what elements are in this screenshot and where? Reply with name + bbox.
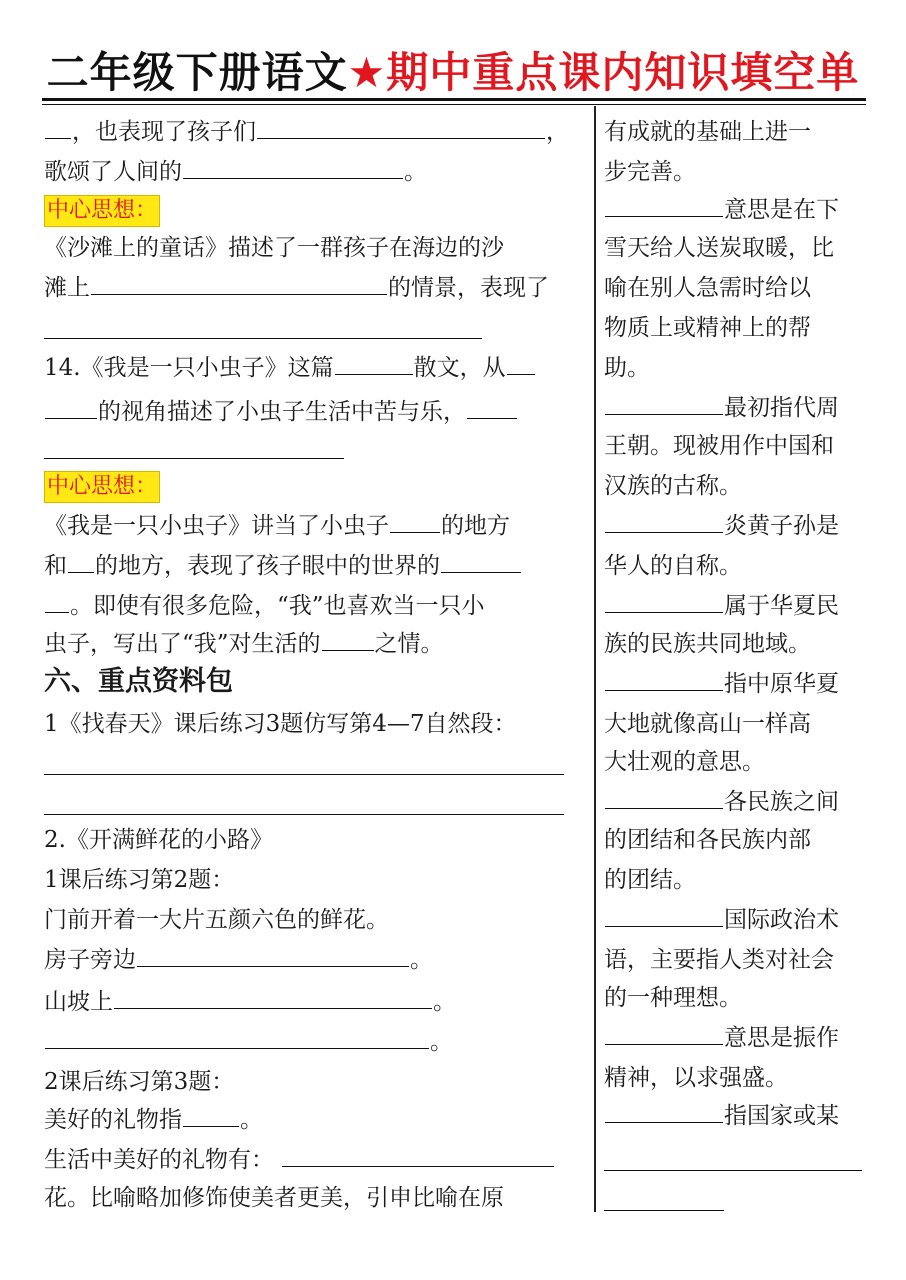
- right-line-6: 物质上或精神上的帮: [604, 315, 811, 341]
- title-subject: 期中重点课内知识填空单: [386, 48, 860, 97]
- right-line-14: 族的民族共同地域。: [604, 631, 811, 657]
- left-line-17: 。: [44, 1022, 453, 1062]
- left-line-20: 生活中美好的礼物有：: [44, 1140, 555, 1180]
- title-grade: 二年级下册语文: [46, 48, 348, 97]
- left-line-11: 1《找春天》课后练习3题仿写第4—7自然段：: [44, 711, 517, 737]
- right-line-11: 炎黄子孙是: [604, 506, 839, 546]
- answer-line: [44, 338, 482, 339]
- right-line-16: 大地就像高山一样高: [604, 711, 811, 737]
- right-line-18: 各民族之间: [604, 782, 839, 822]
- section-heading: 六、重点资料包: [44, 666, 233, 697]
- left-line-9: 。即使有很多危险，“我”也喜欢当一只小: [44, 586, 485, 626]
- left-line-4: 滩上 的情景，表现了: [44, 268, 549, 308]
- right-line-4: 雪天给人送炭取暖，比: [604, 235, 834, 261]
- left-line-5: 14.《我是一只小虫子》这篇 散文，从: [44, 348, 536, 388]
- right-line-7: 助。: [604, 355, 650, 381]
- right-line-9: 王朝。现被用作中国和: [604, 433, 834, 459]
- right-line-25: 精神，以求强盛。: [604, 1065, 788, 1091]
- left-line-2: 歌颂了人间的 。: [44, 152, 427, 192]
- left-line-10: 虫子，写出了“我”对生活的 之情。: [44, 624, 444, 664]
- answer-line: [604, 1210, 724, 1211]
- column-divider: [594, 106, 596, 1212]
- left-line-7: 《我是一只小虫子》讲当了小虫子 的地方: [44, 506, 510, 546]
- left-line-8: 和 的地方，表现了孩子眼中的世界的: [44, 546, 522, 586]
- right-line-22: 语，主要指人类对社会: [604, 947, 834, 973]
- answer-line: [44, 458, 344, 459]
- right-line-26: 指国家或某: [604, 1096, 839, 1136]
- left-line-15: 房子旁边 。: [44, 940, 433, 980]
- left-line-19: 美好的礼物指 。: [44, 1100, 263, 1140]
- left-line-12: 2.《开满鲜花的小路》: [44, 827, 273, 853]
- left-line-14: 门前开着一大片五颜六色的鲜花。: [44, 907, 389, 933]
- left-line-21: 花。比喻略加修饰使美者更美，引申比喻在原: [44, 1185, 504, 1211]
- left-line-1: ，也表现了孩子们 ，: [44, 112, 569, 152]
- right-line-23: 的一种理想。: [604, 985, 742, 1011]
- center-idea-tag-2: 中心思想：: [44, 466, 160, 506]
- right-line-19: 的团结和各民族内部: [604, 827, 811, 853]
- right-line-1: 有成就的基础上进一: [604, 119, 811, 145]
- right-line-15: 指中原华夏: [604, 664, 839, 704]
- page-title: [0, 40, 906, 100]
- star-icon: ★: [347, 48, 387, 97]
- right-line-2: 步完善。: [604, 159, 696, 185]
- right-line-8: 最初指代周: [604, 388, 839, 428]
- right-line-20: 的团结。: [604, 867, 696, 893]
- left-line-16: 山坡上 。: [44, 982, 456, 1022]
- answer-line: [44, 814, 564, 815]
- left-line-6: 的视角描述了小虫子生活中苦与乐，: [44, 392, 518, 432]
- right-line-10: 汉族的古称。: [604, 473, 742, 499]
- right-line-24: 意思是振作: [604, 1018, 839, 1058]
- right-line-13: 属于华夏民: [604, 586, 839, 626]
- answer-line: [44, 774, 564, 775]
- right-line-17: 大壮观的意思。: [604, 749, 765, 775]
- right-line-3: 意思是在下: [604, 190, 839, 230]
- right-line-21: 国际政治术: [604, 900, 839, 940]
- right-line-12: 华人的自称。: [604, 553, 742, 579]
- center-idea-tag-1: 中心思想：: [44, 190, 160, 230]
- left-line-13: 1课后练习第2题：: [44, 867, 235, 893]
- title-rule: [42, 98, 866, 101]
- answer-line: [604, 1170, 862, 1171]
- left-line-18: 2课后练习第3题：: [44, 1069, 235, 1095]
- left-line-3: 《沙滩上的童话》描述了一群孩子在海边的沙: [44, 235, 504, 261]
- title-rule-thin: [42, 104, 866, 105]
- right-line-5: 喻在别人急需时给以: [604, 275, 811, 301]
